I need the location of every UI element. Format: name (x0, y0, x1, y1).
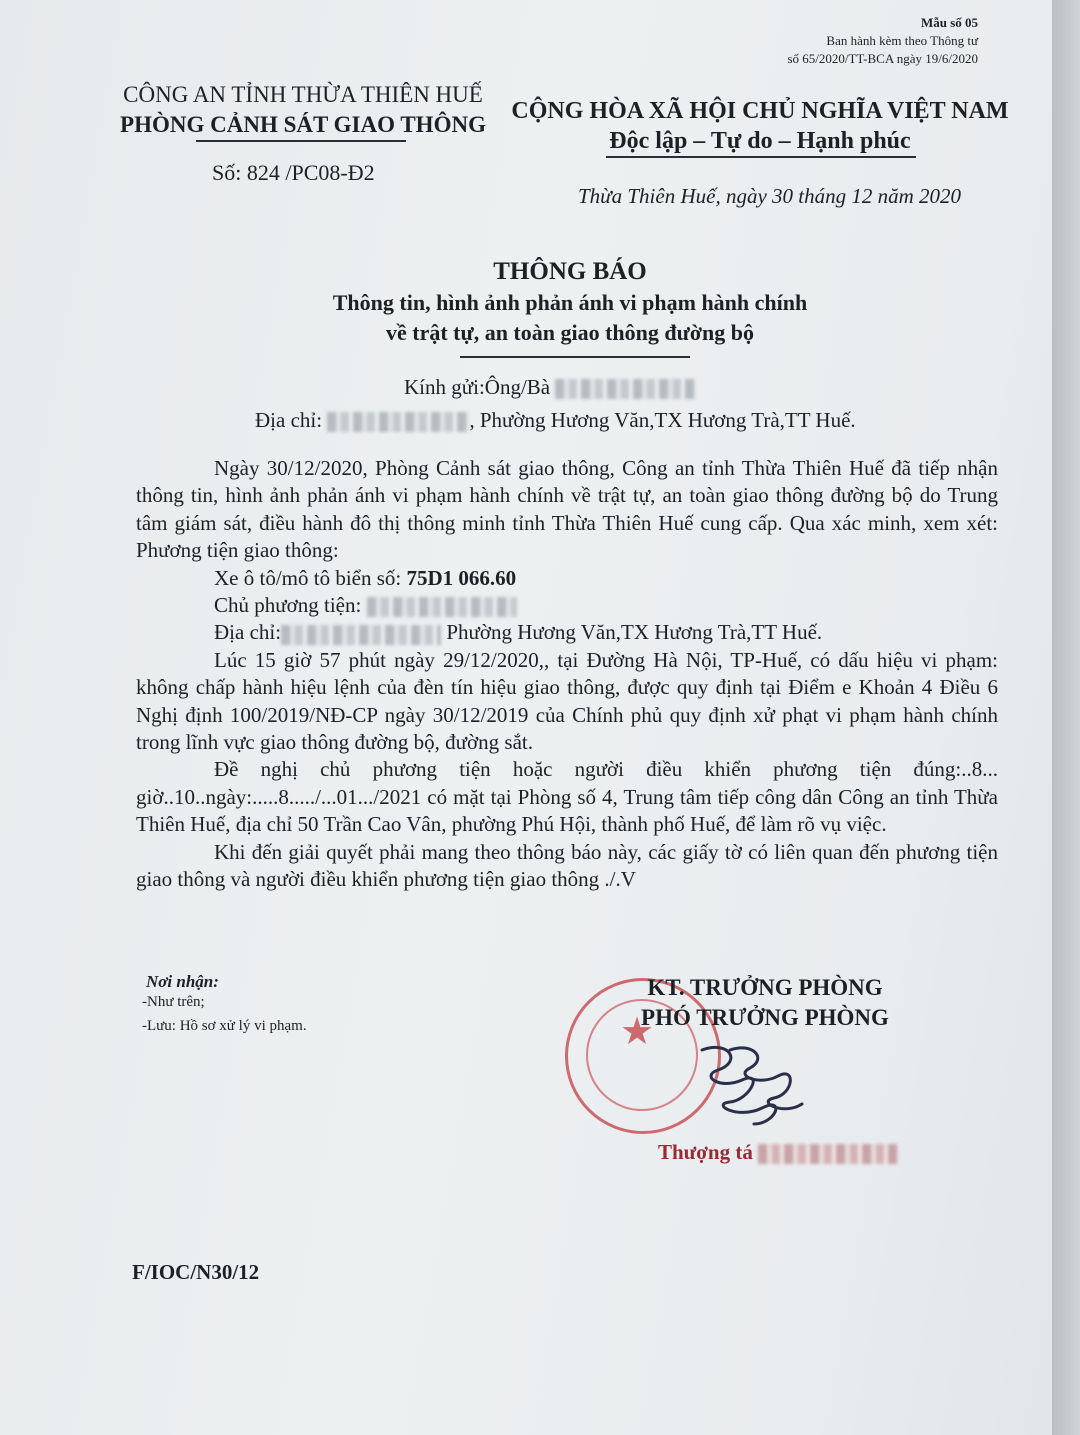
handwritten-signature (690, 1020, 830, 1130)
plate-line (136, 565, 998, 592)
agency-name: PHÒNG CẢNH SÁT GIAO THÔNG (120, 112, 486, 137)
form-number: Mẫu số 05 (920, 15, 978, 30)
form-reference (787, 14, 978, 68)
recipient-address (255, 408, 856, 433)
redacted-signer-name (758, 1144, 898, 1164)
address-label: Địa chỉ: (255, 408, 323, 432)
background-edge (1052, 0, 1080, 1435)
owner-address-rest: Phường Hương Văn,TX Hương Trà,TT Huế. (441, 620, 823, 645)
plate-label: Xe ô tô/mô tô biển số: (214, 565, 407, 590)
agency-parent: CÔNG AN TỈNH THỪA THIÊN HUẾ (123, 82, 483, 107)
redacted-owner-address (281, 625, 441, 645)
national-motto: Độc lập – Tự do – Hạnh phúc (609, 128, 911, 154)
plate-value: 75D1 066.60 (406, 565, 517, 590)
motto-underline (606, 156, 916, 158)
signer-line (658, 1140, 898, 1165)
circular-reference: số 65/2020/TT-BCA ngày 19/6/2020 (787, 51, 978, 66)
notice-subtitle-1: Thông tin, hình ảnh phản ánh vi phạm hành chính (332, 290, 808, 315)
notice-subtitle-2: về trật tự, an toàn giao thông đường bộ (385, 320, 754, 345)
document-number: Số: 824 /PC08-Đ2 (212, 160, 375, 185)
recipient-item-2: -Lưu: Hồ sơ xử lý vi phạm. (142, 1018, 307, 1034)
owner-label: Chủ phương tiện: (214, 593, 362, 618)
agency-block (108, 80, 498, 140)
owner-address-line (136, 619, 998, 646)
nation-block (510, 96, 1010, 156)
paragraph-documents: Khi đến giải quyết phải mang theo thông báo này, các giấy tờ có liên quan đến phương tiện giao thông và người điều khiển phương tiện giao thông ./.V (136, 839, 998, 892)
issued-with-note: Ban hành kèm theo Thông tư (826, 33, 978, 48)
nation-name: CỘNG HÒA XÃ HỘI CHỦ NGHĨA VIỆT NAM (511, 98, 1009, 124)
star-icon: ★ (620, 1011, 655, 1053)
owner-line (136, 592, 998, 619)
paragraph-violation: Lúc 15 giờ 57 phút ngày 29/12/2020,, tại Đường Hà Nội, TP-Huế, có dấu hiệu vi phạm: không chấp hành hiệu lệnh của đèn tín hiệu giao thông, được quy định tại Điểm e Khoản 4 Điều 6 Nghị định 100/2019/NĐ-CP ngày 30/12/2019 của Chính phủ quy định xử phạt vi phạm hành chính trong lĩnh vực giao thông đường bộ, đường sắt. (136, 647, 998, 755)
paragraph-summons: Đề nghị chủ phương tiện hoặc người điều khiển phương tiện đúng:..8... giờ..10..ngày:.....8...../...01.../2021 có mặt tại Phòng số 4, Trung tâm tiếp công dân Công an tỉnh Thừa Thiên Huế, địa chỉ 50 Trần Cao Vân, phường Phú Hội, thành phố Huế, để làm rõ vụ việc. (136, 757, 998, 837)
signer-rank: Thượng tá (658, 1140, 753, 1164)
sign-title-2: PHÓ TRƯỞNG PHÒNG (641, 1005, 889, 1030)
notice-title: THÔNG BÁO (493, 258, 647, 285)
address-rest: , Phường Hương Văn,TX Hương Trà,TT Huế. (469, 408, 856, 432)
notice-body (136, 455, 998, 894)
recipient-item-1: -Như trên; (142, 994, 205, 1010)
recipient-greeting: Kính gửi:Ông/Bà (404, 375, 551, 399)
recipient-line (404, 375, 695, 400)
title-underline (460, 356, 690, 358)
paragraph-receipt: Ngày 30/12/2020, Phòng Cảnh sát giao thông, Công an tỉnh Thừa Thiên Huế đã tiếp nhận thông tin, hình ảnh phản ánh vi phạm hành chính về trật tự, an toàn giao thông đường bộ do Trung tâm giám sát, điều hành đô thị thông minh tỉnh Thừa Thiên Huế cung cấp. Qua xác minh, xem xét: Phương tiện giao thông: (136, 456, 998, 563)
redacted-owner (367, 597, 517, 617)
redacted-name (555, 379, 695, 399)
place-date: Thừa Thiên Huế, ngày 30 tháng 12 năm 2020 (578, 184, 962, 208)
redacted-address (327, 412, 469, 432)
agency-underline (196, 140, 406, 142)
recipients-label: Nơi nhận: (146, 972, 219, 991)
owner-address-label: Địa chỉ: (214, 620, 282, 645)
sign-title-1: KT. TRƯỞNG PHÒNG (647, 975, 883, 1000)
file-code: F/IOC/N30/12 (132, 1260, 260, 1284)
